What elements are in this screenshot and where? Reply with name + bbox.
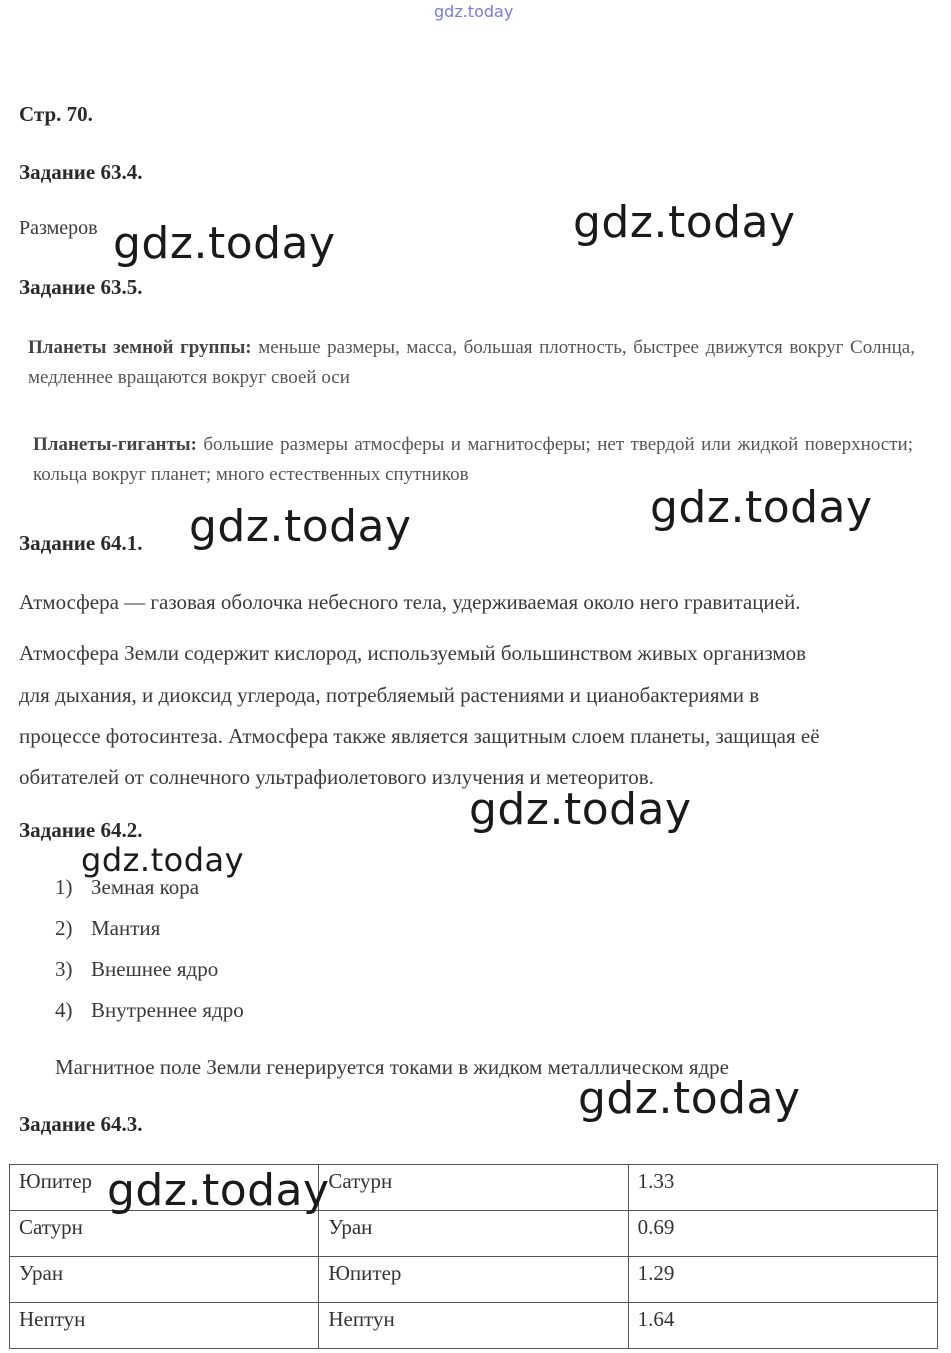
watermark-top: gdz.today (434, 2, 514, 21)
watermark: gdz.today (81, 841, 245, 879)
list-item-text: Внешнее ядро (91, 957, 219, 981)
watermark: gdz.today (469, 784, 692, 835)
list-item-number: 1) (55, 875, 73, 899)
list-item-text: Мантия (91, 916, 161, 940)
atmosphere-line-3: процессе фотосинтеза. Атмосфера также является защитным слоем планеты, защищая её (19, 724, 820, 748)
list-item-text: Внутреннее ядро (91, 998, 244, 1022)
watermark: gdz.today (578, 1073, 801, 1124)
page-label: Стр. 70. (19, 102, 93, 126)
table-row (10, 1303, 938, 1349)
atmosphere-line-2: для дыхания, и диоксид углерода, потребляемый растениями и цианобактериями в (19, 683, 760, 707)
watermark: gdz.today (113, 218, 336, 269)
watermark: gdz.today (573, 197, 796, 248)
task-64-1-title: Задание 64.1. (19, 531, 143, 555)
watermark: gdz.today (107, 1165, 330, 1216)
giant-planets-text: большие размеры атмосферы и магнитосферы; нет твердой или жидкой поверхности; кольца вокруг планет; много естественных спутников (33, 434, 913, 485)
atmosphere-line-4: обитателей от солнечного ультрафиолетового излучения и метеоритов. (19, 765, 654, 789)
table-cell: 1.29 (628, 1257, 937, 1303)
giant-planets-label: Планеты-гиганты: (33, 434, 197, 455)
table-cell: Юпитер (319, 1257, 628, 1303)
table-row (10, 1257, 938, 1303)
list-item-number: 3) (55, 957, 73, 981)
table-cell: Сатурн (319, 1165, 628, 1211)
list-item-number: 2) (55, 916, 73, 940)
atmosphere-line-1: Атмосфера Земли содержит кислород, используемый большинством живых организмов (19, 641, 807, 665)
table-cell: Нептун (10, 1303, 319, 1349)
table-cell: Уран (10, 1257, 319, 1303)
magnetic-field-note: Магнитное поле Земли генерируется токами в жидком металлическом ядре (55, 1055, 729, 1079)
list-item-text: Земная кора (91, 875, 200, 899)
table-cell: 0.69 (628, 1211, 937, 1257)
atmosphere-definition: Атмосфера — газовая оболочка небесного тела, удерживаемая около него гравитацией. (19, 590, 801, 614)
giant-planets-paragraph (33, 430, 913, 490)
table-cell: Нептун (319, 1303, 628, 1349)
task-64-2-title: Задание 64.2. (19, 818, 143, 842)
task-64-3-title: Задание 64.3. (19, 1112, 143, 1136)
table-cell: 1.33 (628, 1165, 937, 1211)
task-63-5-title: Задание 63.5. (19, 275, 143, 299)
watermark: gdz.today (650, 482, 873, 533)
table-cell: 1.64 (628, 1303, 937, 1349)
list-item-number: 4) (55, 998, 73, 1022)
terrestrial-planets-paragraph (28, 333, 915, 393)
task-63-4-answer: Размеров (19, 217, 98, 239)
table-row (10, 1211, 938, 1257)
list-item (55, 998, 244, 1023)
table-cell: Уран (319, 1211, 628, 1257)
table-cell: Сатурн (10, 1211, 319, 1257)
watermark: gdz.today (189, 501, 412, 552)
table-cell: Юпитер (10, 1165, 319, 1211)
list-item (55, 916, 160, 941)
terrestrial-planets-text: меньше размеры, масса, большая плотность, быстрее движутся вокруг Солнца, медленнее вращаются вокруг своей оси (28, 337, 915, 388)
list-item (55, 957, 218, 982)
terrestrial-planets-label: Планеты земной группы: (28, 337, 252, 358)
task-63-4-title: Задание 63.4. (19, 160, 143, 184)
